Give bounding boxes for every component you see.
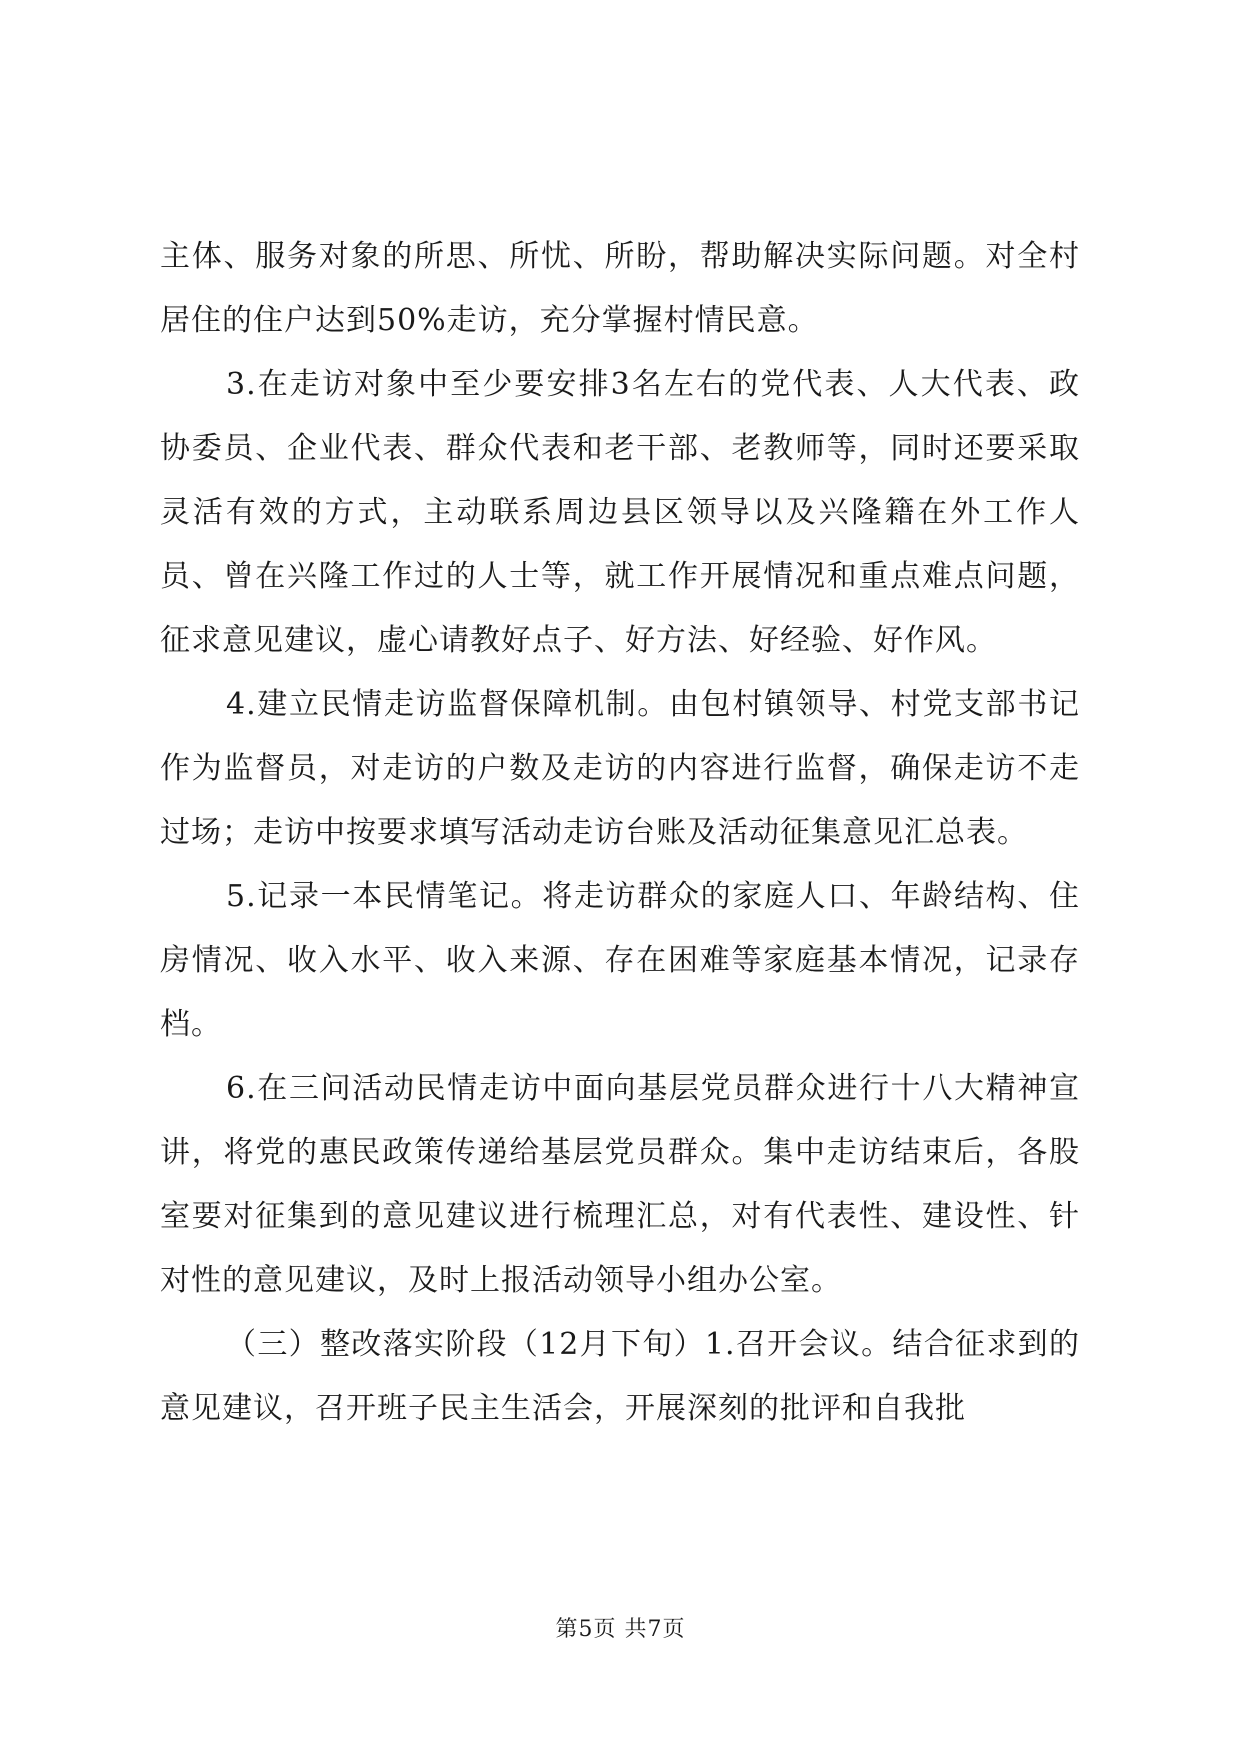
paragraph-item-3: 3.在走访对象中至少要安排3名左右的党代表、人大代表、政协委员、企业代表、群众代表和老干部、老教师等，同时还要采取灵活有效的方式，主动联系周边县区领导以及兴隆籍在外工作人员、曾在兴隆工作过的人士等，就工作开展情况和重点难点问题，征求意见建议，虚心请教好点子、好方法、好经验、好作风。 <box>160 367 1080 658</box>
paragraph-section-3: （三）整改落实阶段（12月下旬）1.召开会议。结合征求到的意见建议，召开班子民主生活会，开展深刻的批评和自我批 <box>160 1327 1080 1426</box>
document-body <box>160 225 1080 1441</box>
paragraph-item-6: 6.在三问活动民情走访中面向基层党员群众进行十八大精神宣讲，将党的惠民政策传递给基层党员群众。集中走访结束后，各股室要对征集到的意见建议进行梳理汇总，对有代表性、建设性、针对性的意见建议，及时上报活动领导小组办公室。 <box>160 1071 1080 1298</box>
paragraph-item-4: 4.建立民情走访监督保障机制。由包村镇领导、村党支部书记作为监督员，对走访的户数及走访的内容进行监督，确保走访不走过场；走访中按要求填写活动走访台账及活动征集意见汇总表。 <box>160 687 1080 850</box>
paragraph-item-5: 5.记录一本民情笔记。将走访群众的家庭人口、年龄结构、住房情况、收入水平、收入来源、存在困难等家庭基本情况，记录存档。 <box>160 879 1080 1042</box>
paragraph-continuation: 主体、服务对象的所思、所忧、所盼，帮助解决实际问题。对全村居住的住户达到50%走访，充分掌握村情民意。 <box>160 239 1080 338</box>
page-footer: 第5页 共7页 <box>555 1617 686 1642</box>
